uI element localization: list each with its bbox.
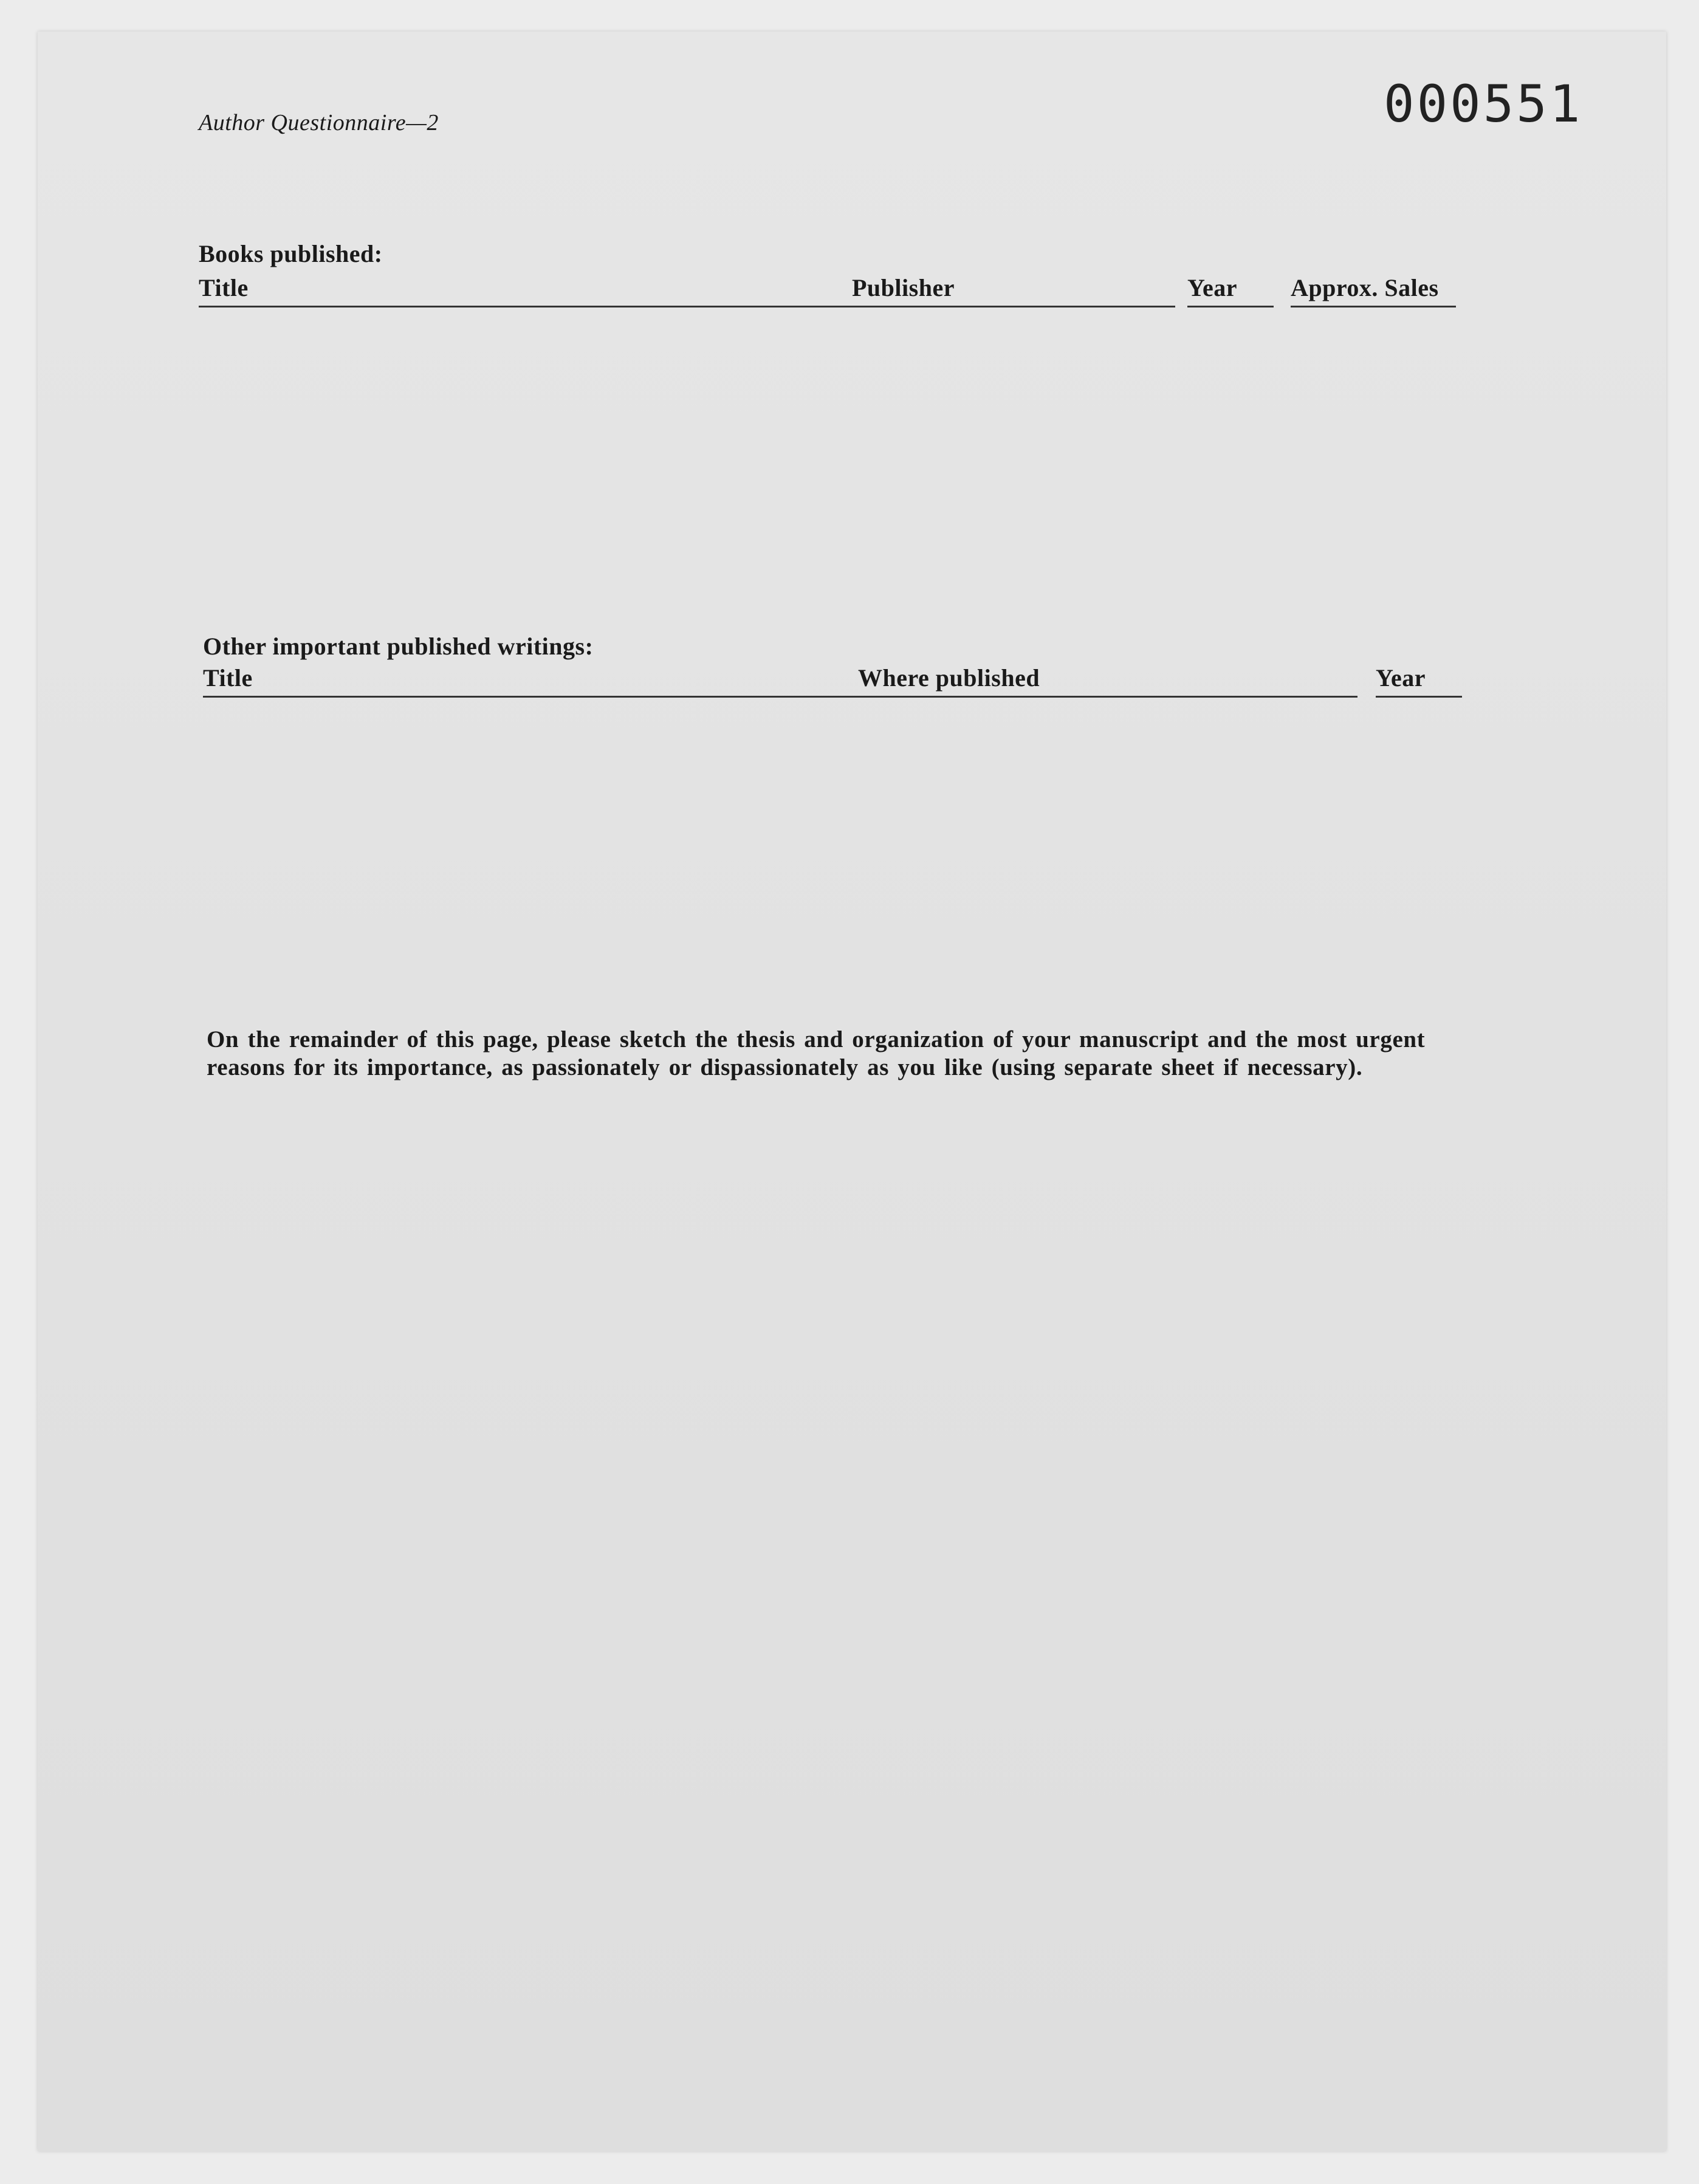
page-header-title: Author Questionnaire—2 (199, 110, 439, 136)
books-publisher-column: Publisher (852, 273, 1175, 307)
instructions-paragraph: On the remainder of this page, please sketch the thesis and organization of your manuscript and the most urgent reasons for its importance, as passionately or dispassionately as you like (using separate sheet if necessary). (207, 1026, 1426, 1080)
books-section-heading: Books published: (199, 240, 383, 267)
writings-section-heading: Other important published writings: (203, 633, 594, 660)
writings-where-column: Where published (858, 664, 1357, 698)
writings-title-column: Title (203, 664, 874, 698)
books-title-column: Title (199, 273, 870, 307)
questionnaire-page (38, 32, 1666, 2151)
books-year-column: Year (1187, 273, 1274, 307)
books-sales-column: Approx. Sales (1291, 273, 1456, 307)
document-number-stamp: 000551 (1384, 74, 1583, 134)
writings-year-column: Year (1376, 664, 1462, 698)
